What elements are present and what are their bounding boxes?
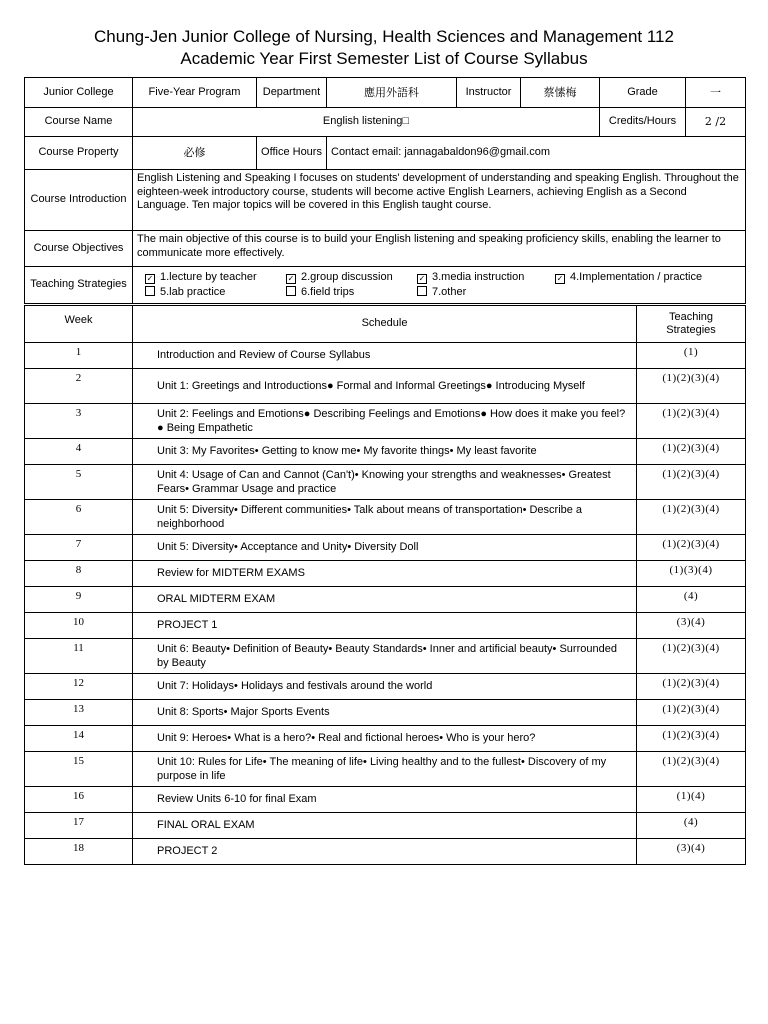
schedule-text: FINAL ORAL EXAM — [133, 813, 637, 839]
schedule-text: Unit 1: Greetings and Introductions● Formal and Informal Greetings● Introducing Myself — [133, 369, 637, 404]
schedule-text: Unit 2: Feelings and Emotions● Describing Feelings and Emotions● How does it make you feel?● Being Empathetic — [133, 404, 637, 439]
strategy-label: 2.group discussion — [301, 271, 393, 283]
strategy-option-4[interactable] — [555, 271, 725, 285]
schedule-text: Review Units 6-10 for final Exam — [133, 787, 637, 813]
checkbox-checked-icon[interactable]: ✓ — [287, 274, 295, 283]
week-number: 1 — [25, 343, 133, 369]
table-row — [25, 500, 746, 535]
checkbox-empty-icon[interactable] — [145, 286, 155, 296]
junior-college-label: Junior College — [25, 78, 133, 108]
checkbox-empty-icon[interactable] — [417, 286, 427, 296]
schedule-text: Introduction and Review of Course Syllabus — [133, 343, 637, 369]
document-title — [0, 26, 768, 70]
row-strategies: (4) — [637, 813, 746, 839]
table-row — [25, 752, 746, 787]
table-row — [25, 813, 746, 839]
schedule-text: Unit 5: Diversity• Acceptance and Unity• Diversity Doll — [133, 535, 637, 561]
office-hours-label: Office Hours — [257, 137, 327, 170]
week-number: 2 — [25, 369, 133, 404]
row-strategies: (1)(2)(3)(4) — [637, 465, 746, 500]
schedule-text: Unit 9: Heroes• What is a hero?• Real and fictional heroes• Who is your hero? — [133, 726, 637, 752]
strategy-option-3[interactable] — [417, 271, 555, 285]
row-strategies: (1)(2)(3)(4) — [637, 674, 746, 700]
schedule-text: PROJECT 1 — [133, 613, 637, 639]
schedule-header-row — [25, 306, 746, 343]
week-number: 4 — [25, 439, 133, 465]
table-row — [25, 839, 746, 865]
course-introduction-text: English Listening and Speaking I focuses on students' development of understanding and speaking English. Throughout the eighteen-week introductory course, students will become active English Learners, achieving English as a Second Language. Ten major topics will be covered in this English taught course. — [133, 170, 746, 231]
table-row — [25, 561, 746, 587]
row-strategies: (4) — [637, 587, 746, 613]
checkbox-checked-icon[interactable]: ✓ — [146, 274, 154, 283]
program-value: Five-Year Program — [133, 78, 257, 108]
course-info-table — [24, 77, 746, 304]
strategy-label: 6.field trips — [301, 285, 355, 298]
strategy-label: 1.lecture by teacher — [160, 271, 257, 283]
table-row — [25, 587, 746, 613]
strategy-option-1[interactable] — [145, 271, 286, 285]
grade-value: 一 — [686, 78, 746, 108]
row-strategies: (1)(2)(3)(4) — [637, 700, 746, 726]
course-name-value: English listening□ — [133, 108, 600, 137]
week-number: 13 — [25, 700, 133, 726]
week-number: 5 — [25, 465, 133, 500]
row-strategies: (1)(2)(3)(4) — [637, 369, 746, 404]
week-number: 9 — [25, 587, 133, 613]
row-strategies: (1)(2)(3)(4) — [637, 535, 746, 561]
week-number: 14 — [25, 726, 133, 752]
schedule-text: Unit 5: Diversity• Different communities• Talk about means of transportation• Describe a neighborhood — [133, 500, 637, 535]
table-row — [25, 369, 746, 404]
table-row — [25, 439, 746, 465]
week-number: 11 — [25, 639, 133, 674]
week-number: 15 — [25, 752, 133, 787]
week-header: Week — [25, 306, 133, 343]
strategy-option-2[interactable] — [286, 271, 417, 285]
week-number: 10 — [25, 613, 133, 639]
table-row — [25, 700, 746, 726]
department-value: 應用外語科 — [327, 78, 457, 108]
course-property-label: Course Property — [25, 137, 133, 170]
course-introduction-label: Course Introduction — [25, 170, 133, 231]
week-number: 6 — [25, 500, 133, 535]
table-row — [25, 674, 746, 700]
strategy-label: 4.Implementation / practice — [570, 271, 703, 283]
title-line-2: Academic Year First Semester List of Course Syllabus — [180, 49, 588, 68]
schedule-text: PROJECT 2 — [133, 839, 637, 865]
row-strategies: (1)(2)(3)(4) — [637, 752, 746, 787]
teaching-strategies-options — [133, 267, 746, 304]
row-strategies: (3)(4) — [637, 839, 746, 865]
row-strategies: (1)(4) — [637, 787, 746, 813]
schedule-text: Unit 10: Rules for Life• The meaning of life• Living healthy and to the fullest• Discovery of my purpose in life — [133, 752, 637, 787]
week-number: 17 — [25, 813, 133, 839]
schedule-header: Schedule — [133, 306, 637, 343]
week-number: 16 — [25, 787, 133, 813]
table-row — [25, 343, 746, 369]
strategy-option-6[interactable] — [286, 286, 417, 300]
strategy-option-5[interactable] — [145, 286, 286, 300]
strategy-label: 3.media instruction — [432, 271, 525, 283]
course-objectives-text: The main objective of this course is to build your English listening and speaking proficiency skills, enabling the learner to communicate more effectively. — [133, 231, 746, 267]
week-number: 18 — [25, 839, 133, 865]
checkbox-empty-icon[interactable] — [286, 286, 296, 296]
course-objectives-label: Course Objectives — [25, 231, 133, 267]
strategies-header: Teaching Strategies — [637, 306, 746, 343]
schedule-text: Unit 6: Beauty• Definition of Beauty• Beauty Standards• Inner and artificial beauty• Surrounded by Beauty — [133, 639, 637, 674]
instructor-label: Instructor — [457, 78, 521, 108]
checkbox-checked-icon[interactable]: ✓ — [418, 274, 426, 283]
week-number: 7 — [25, 535, 133, 561]
grade-label: Grade — [600, 78, 686, 108]
table-row — [25, 639, 746, 674]
strategy-label: 5.lab practice — [160, 285, 226, 298]
table-row — [25, 613, 746, 639]
office-hours-value: Contact email: jannagabaldon96@gmail.com — [327, 137, 746, 170]
table-row — [25, 404, 746, 439]
course-name-label: Course Name — [25, 108, 133, 137]
row-strategies: (1)(2)(3)(4) — [637, 404, 746, 439]
credits-value: 2 /2 — [686, 108, 746, 137]
schedule-text: Unit 8: Sports• Major Sports Events — [133, 700, 637, 726]
row-strategies: (1)(3)(4) — [637, 561, 746, 587]
teaching-strategies-label: Teaching Strategies — [25, 267, 133, 304]
schedule-text: ORAL MIDTERM EXAM — [133, 587, 637, 613]
table-row — [25, 535, 746, 561]
schedule-text: Review for MIDTERM EXAMS — [133, 561, 637, 587]
row-strategies: (1) — [637, 343, 746, 369]
row-strategies: (1)(2)(3)(4) — [637, 639, 746, 674]
title-line-1: Chung-Jen Junior College of Nursing, Health Sciences and Management 112 — [94, 27, 674, 46]
schedule-text: Unit 4: Usage of Can and Cannot (Can't)• Knowing your strengths and weaknesses• Greatest Fears• Grammar Usage and practice — [133, 465, 637, 500]
instructor-value: 蔡愫梅 — [521, 78, 600, 108]
row-strategies: (1)(2)(3)(4) — [637, 439, 746, 465]
row-strategies: (1)(2)(3)(4) — [637, 500, 746, 535]
table-row — [25, 465, 746, 500]
department-label: Department — [257, 78, 327, 108]
week-number: 8 — [25, 561, 133, 587]
schedule-text: Unit 3: My Favorites• Getting to know me• My favorite things• My least favorite — [133, 439, 637, 465]
row-strategies: (3)(4) — [637, 613, 746, 639]
table-row — [25, 787, 746, 813]
schedule-text: Unit 7: Holidays• Holidays and festivals around the world — [133, 674, 637, 700]
schedule-table — [24, 305, 746, 865]
strategy-label: 7.other — [432, 285, 467, 298]
week-number: 3 — [25, 404, 133, 439]
strategy-option-7[interactable] — [417, 286, 555, 300]
week-number: 12 — [25, 674, 133, 700]
row-strategies: (1)(2)(3)(4) — [637, 726, 746, 752]
checkbox-checked-icon[interactable]: ✓ — [556, 274, 564, 283]
table-row — [25, 726, 746, 752]
course-property-value: 必修 — [133, 137, 257, 170]
credits-label: Credits/Hours — [600, 108, 686, 137]
